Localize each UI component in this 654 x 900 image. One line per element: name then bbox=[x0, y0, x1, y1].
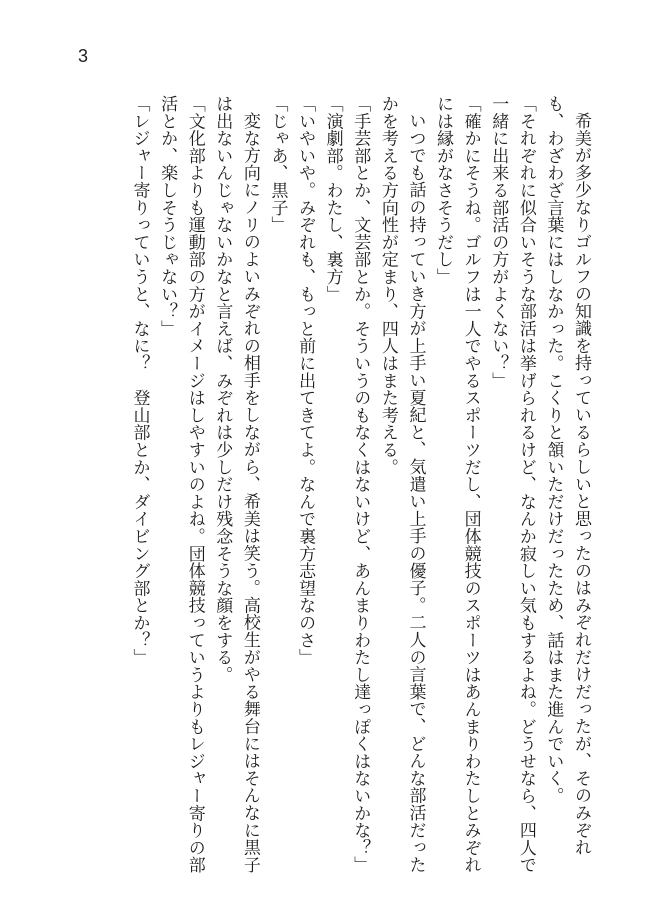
paragraph-dialogue: 「文化部よりも運動部の方がイメージはしやすいのよね。団体競技っていうよりもレジャー寄りの部活とか、楽しそうじゃない？」 bbox=[157, 95, 205, 874]
paragraph-dialogue: 「じゃあ、黒子」 bbox=[267, 95, 288, 234]
paragraph-dialogue: 「確かにそうね。ゴルフは一人でやるスポーツだし、団体競技のスポーツはあんまりわたしとみぞれには縁がなさそうだし」 bbox=[433, 95, 481, 874]
paragraph-narration: 変な方向にノリのよいみぞれの相手をしながら、希美は笑う。高校生がやる舞台にはそんなに黒子は出ないんじゃないかなと言えば、みぞれは少しだけ残念そうな顔をする。 bbox=[212, 95, 260, 874]
page-number: 3 bbox=[78, 46, 89, 66]
paragraph-dialogue: 「手芸部とか、文芸部とか。そういうのもなくはないけど、あんまりわたし達っぽくはないかな？」 bbox=[350, 95, 371, 874]
paragraph-narration: 希美が多少なりゴルフの知識を持っているらしいと思ったのはみぞれだけだったが、そのみぞれも、わざわざ言葉にはしなかった。こくりと頷いただけだったため、話はまた進んでいく。 bbox=[543, 95, 591, 856]
novel-text-body bbox=[60, 95, 594, 875]
paragraph-dialogue: 「いやいや。みぞれも、もっと前に出てきてよ。なんで裏方志望なのさ」 bbox=[295, 95, 316, 666]
paragraph-dialogue: 「それぞれに似合いそうな部活は挙げられるけど、なんか寂しい気もするよね。どうせなら、四人で一緒に出来る部活の方がよくない？」 bbox=[488, 95, 536, 874]
paragraph-dialogue: 「レジャー寄りっていうと、なに？ 登山部とか、ダイビング部とか？」 bbox=[129, 95, 150, 666]
paragraph-dialogue: 「演劇部。わたし、裏方」 bbox=[322, 95, 343, 303]
paragraph-narration: いつでも話の持っていき方が上手い夏紀と、気遣い上手の優子。二人の言葉で、どんな部活だったかを考える方向性が定まり、四人はまた考える。 bbox=[377, 95, 426, 874]
